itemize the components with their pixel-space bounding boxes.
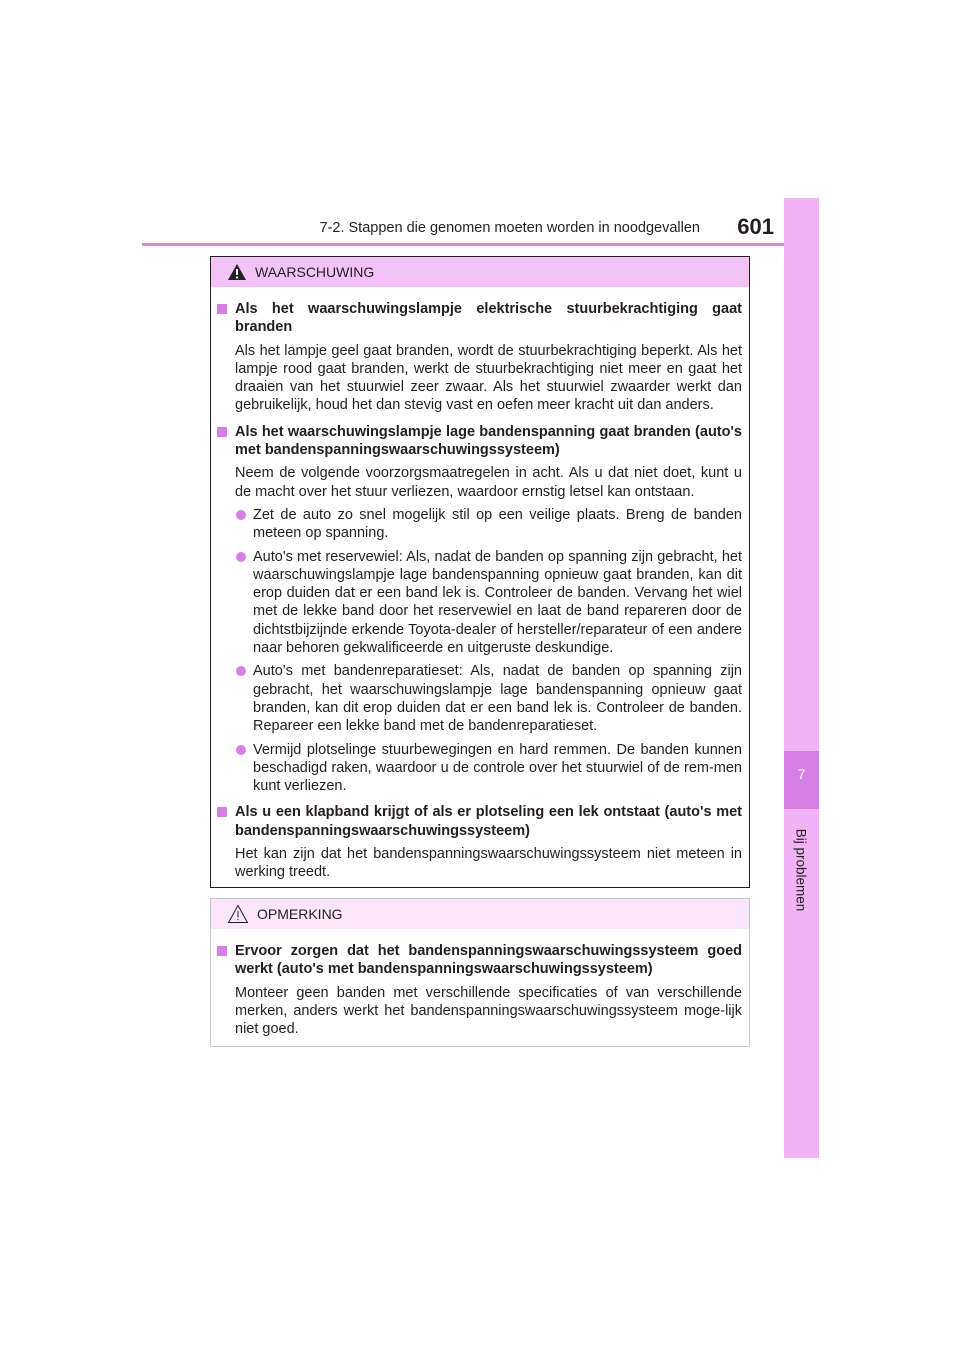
list-item bbox=[235, 506, 742, 543]
warning-item-text: Het kan zijn dat het bandenspanningswaarschuwingssysteem niet meteen in werking treedt. bbox=[235, 846, 742, 881]
warning-item bbox=[217, 423, 742, 796]
caution-outline-triangle-icon bbox=[227, 904, 249, 924]
list-item bbox=[235, 548, 742, 658]
header-rule bbox=[142, 243, 819, 246]
chapter-side-tab bbox=[784, 198, 819, 1158]
round-bullet-icon bbox=[236, 510, 246, 520]
chapter-label: Bij problemen bbox=[793, 828, 809, 912]
warning-item-heading: Als het waarschuwingslampje lage bandenspanning gaat branden (auto's met bandenspanningswaarschuwingssysteem) bbox=[235, 423, 742, 459]
warning-item bbox=[217, 803, 742, 881]
note-item-heading: Ervoor zorgen dat het bandenspanningswaarschuwingssysteem goed werkt (auto's met bandenspanningswaarschuwingssysteem) bbox=[235, 943, 742, 978]
square-bullet-icon bbox=[217, 946, 227, 956]
warning-item-heading: Als u een klapband krijgt of als er plotseling een lek ontstaat (auto's met bandenspanningswaarschuwingssysteem) bbox=[235, 804, 742, 839]
round-bullet-icon bbox=[236, 552, 246, 562]
warning-item-heading: Als het waarschuwingslampje elektrische stuurbekrachtiging gaat branden bbox=[235, 301, 742, 336]
warning-triangle-icon bbox=[227, 263, 247, 281]
warning-item-text: Neem de volgende voorzorgsmaatregelen in acht. Als u dat niet doet, kunt u de macht over het stuur verliezen, waardoor ernstig letsel kan ontstaan. bbox=[235, 465, 742, 500]
note-header bbox=[211, 899, 749, 929]
note-item-text: Monteer geen banden met verschillende specificaties of van verschillende merken, anders werkt het bandenspanningswaarschuwingssysteem moge-lijk niet goed. bbox=[235, 984, 742, 1038]
list-item-text: Auto's met reservewiel: Als, nadat de banden op spanning zijn gebracht, het waarschuwingslampje lage bandenspanning opnieuw gaat branden, kan dit erop duiden dat er een band lek is. Controleer de banden. Vervang het wiel met de lekke band door het reservewiel en laat de band repareren door de dichtstbijzijnde erkende Toyota-dealer of hersteller/reparateur of een andere naar behoren gekwalificeerde en uitgeruste deskundige. bbox=[253, 548, 742, 657]
list-item-text: Auto's met bandenreparatieset: Als, nadat de banden op spanning zijn gebracht, het waarschuwingslampje lage bandenspanning opnieuw gaat branden, kan dit erop duiden dat er een band lek is. Controleer de banden. Repareer een lekke band met de bandenreparatieset. bbox=[253, 663, 742, 735]
square-bullet-icon bbox=[217, 427, 227, 437]
note-content bbox=[211, 929, 749, 1038]
square-bullet-icon bbox=[217, 304, 227, 314]
square-bullet-icon bbox=[217, 807, 227, 817]
list-item-text: Zet de auto zo snel mogelijk stil op een veilige plaats. Breng de banden meteen op spanning. bbox=[253, 506, 742, 542]
note-label: OPMERKING bbox=[257, 906, 343, 922]
list-item bbox=[235, 741, 742, 796]
chapter-number: 7 bbox=[797, 766, 806, 782]
warning-item bbox=[217, 300, 742, 415]
note-box bbox=[210, 898, 750, 1047]
round-bullet-icon bbox=[236, 666, 246, 676]
warning-header bbox=[211, 257, 749, 287]
warning-label: WAARSCHUWING bbox=[255, 264, 375, 280]
section-title: 7-2. Stappen die genomen moeten worden in noodgevallen bbox=[319, 220, 700, 236]
page-number: 601 bbox=[737, 214, 774, 239]
list-item bbox=[235, 662, 742, 735]
warning-item-text: Als het lampje geel gaat branden, wordt de stuurbekrachtiging beperkt. Als het lampje rood gaat branden, werkt de stuurbekrachtiging niet meer en gaat het draaien van het stuurwiel zeer zwaar. Als het stuurwiel zwaarder werkt dan gebruikelijk, houd het dan stevig vast en oefen meer kracht uit dan anders. bbox=[235, 342, 742, 414]
round-bullet-icon bbox=[236, 745, 246, 755]
list-item-text: Vermijd plotselinge stuurbewegingen en hard remmen. De banden kunnen beschadigd raken, waardoor u de controle over het stuurwiel of de rem-men kunt verliezen. bbox=[253, 741, 742, 795]
warning-content bbox=[211, 287, 749, 882]
note-item bbox=[217, 942, 742, 1038]
warning-box bbox=[210, 256, 750, 888]
